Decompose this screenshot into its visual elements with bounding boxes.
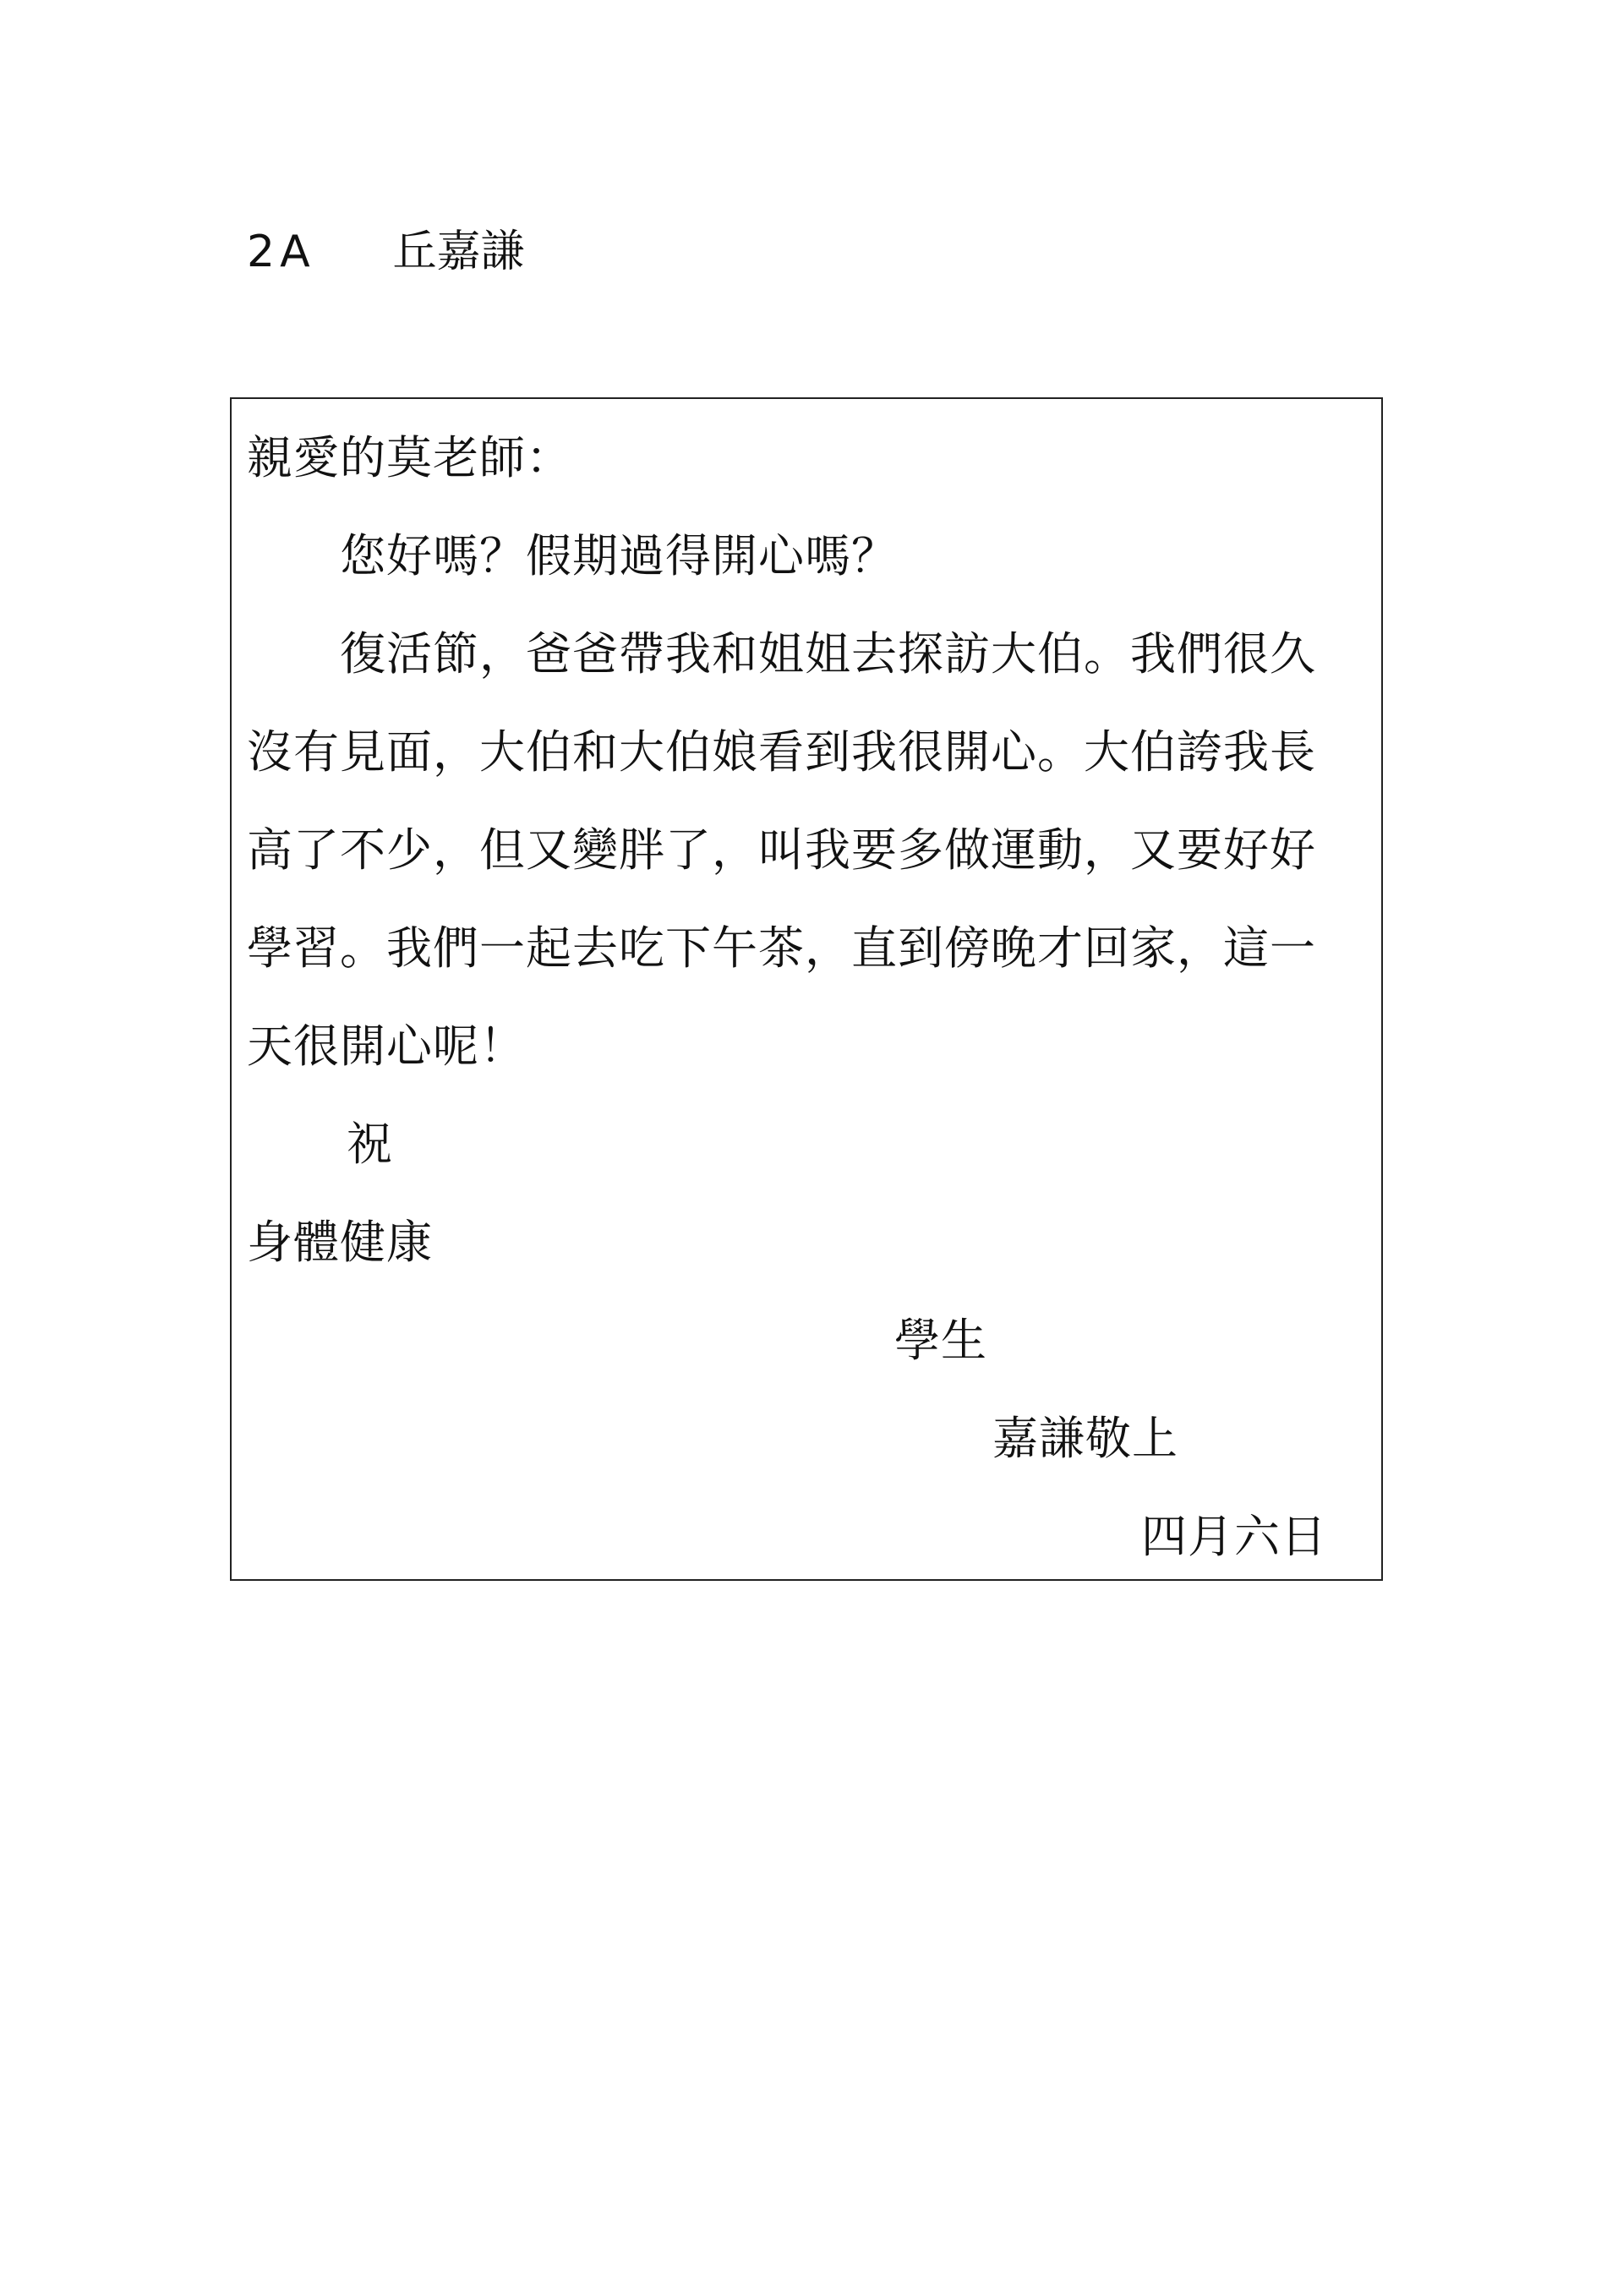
page-header xyxy=(247,218,525,286)
closing-wish: 祝 xyxy=(347,1118,393,1171)
signature-title: 學生 xyxy=(894,1314,987,1367)
student-name: 丘嘉謙 xyxy=(392,227,525,277)
letter-body-line: 高了不少，但又變胖了，叫我要多做運動，又要好好 xyxy=(247,823,1316,877)
class-label: 2A xyxy=(247,227,315,277)
letter-body-line: 沒有見面，大伯和大伯娘看到我很開心。大伯誇我長 xyxy=(247,725,1316,779)
signature-name: 嘉謙敬上 xyxy=(992,1412,1178,1465)
letter-body-line: 學習。我們一起去吃下午茶，直到傍晚才回家，這一 xyxy=(247,921,1316,975)
letter-box xyxy=(230,397,1383,1581)
letter-body-line: 復活節，爸爸帶我和姐姐去探訪大伯。我們很久 xyxy=(247,627,1316,681)
closing-blessing: 身體健康 xyxy=(247,1216,433,1269)
letter-body-line: 您好嗎？假期過得開心嗎？ xyxy=(247,529,898,582)
letter-body-line: 天很開心呢！ xyxy=(247,1020,526,1073)
letter-greeting: 親愛的莫老師： xyxy=(247,431,572,484)
letter-date: 四月六日 xyxy=(1141,1510,1327,1563)
